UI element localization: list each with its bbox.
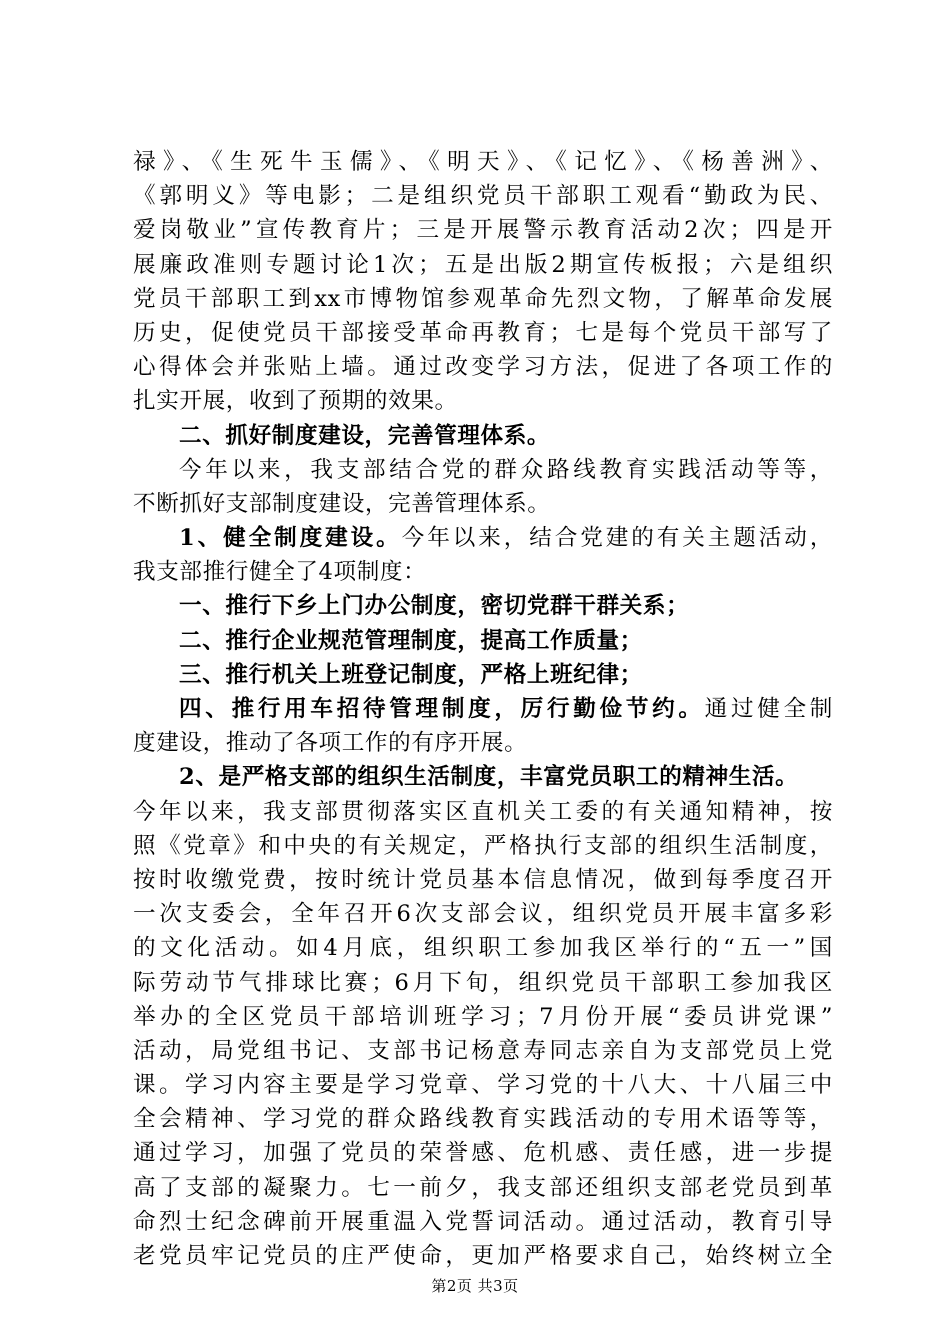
text-line: 扎实开展，收到了预期的效果。	[133, 388, 458, 415]
text-segment: 今年以来，结合党建的有关主题活动，	[401, 525, 834, 552]
text-line: 一、推行下乡上门办公制度，密切党群干群关系；	[179, 593, 690, 620]
text-line: 历史，促使党员干部接受革命再教育；七是每个党员干部写了	[133, 319, 833, 346]
text-line: 今年以来，我支部贯彻落实区直机关工委的有关通知精神，按	[133, 798, 833, 825]
text-line: 爱岗敬业”宣传教育片；三是开展警示教育活动2次；四是开	[133, 217, 833, 244]
text-line: 老党员牢记党员的庄严使命，更加严格要求自己，始终树立全	[133, 1243, 833, 1269]
text-line: 心得体会并张贴上墙。通过改变学习方法，促进了各项工作的	[133, 354, 833, 381]
text-line: 一次支委会，全年召开6次支部会议，组织党员开展丰富多彩	[133, 901, 833, 928]
text-line: 通过学习，加强了党员的荣誉感、危机感、责任感，进一步提	[133, 1140, 833, 1167]
text-line: 课。学习内容主要是学习党章、学习党的十八大、十八届三中	[133, 1072, 833, 1099]
text-line: 禄》、《生死牛玉儒》、《明天》、《记忆》、《杨善洲》、	[133, 149, 833, 175]
text-line: 2、是严格支部的组织生活制度，丰富党员职工的精神生活。	[179, 764, 799, 791]
text-line: 三、推行机关上班登记制度，严格上班纪律；	[179, 661, 643, 688]
text-line: 我支部推行健全了4项制度：	[133, 559, 427, 586]
text-line: 二、推行企业规范管理制度，提高工作质量；	[179, 627, 643, 654]
text-line: 全会精神、学习党的群众路线教育实践活动的专用术语等等，	[133, 1106, 833, 1133]
text-line: 际劳动节气排球比赛；6月下旬，组织党员干部职工参加我区	[133, 969, 833, 996]
text-line: 党员干部职工到xx市博物馆参观革命先烈文物，了解革命发展	[133, 285, 833, 312]
text-line: 《郭明义》等电影；二是组织党员干部职工观看“勤政为民、	[133, 183, 833, 210]
text-line: 按时收缴党费，按时统计党员基本信息情况，做到每季度召开	[133, 866, 833, 893]
text-line: 命烈士纪念碑前开展重温入党誓词活动。通过活动，教育引导	[133, 1208, 833, 1235]
text-segment: 通过健全制	[704, 696, 833, 722]
text-line: 举办的全区党员干部培训班学习；7月份开展“委员讲党课”	[133, 1003, 833, 1030]
text-line: 度建设，推动了各项工作的有序开展。	[133, 730, 528, 757]
document-body	[133, 145, 833, 1273]
text-line	[133, 521, 833, 555]
text-line: 展廉政准则专题讨论1次；五是出版2期宣传板报；六是组织	[133, 251, 833, 278]
text-line: 照《党章》和中央的有关规定，严格执行支部的组织生活制度，	[133, 832, 833, 859]
text-line: 不断抓好支部制度建设，完善管理体系。	[133, 490, 551, 517]
text-line	[133, 692, 833, 726]
text-line: 二、抓好制度建设，完善管理体系。	[179, 422, 551, 449]
bold-text-segment: 四、推行用车招待管理制度，厉行勤俭节约。	[179, 696, 705, 722]
text-line: 活动，局党组书记、支部书记杨意寿同志亲自为支部党员上党	[133, 1037, 833, 1064]
page-footer: 第2页 共3页	[431, 1277, 519, 1295]
text-line: 高了支部的凝聚力。七一前夕，我支部还组织支部老党员到革	[133, 1174, 833, 1201]
text-line: 今年以来，我支部结合党的群众路线教育实践活动等等，	[179, 456, 833, 483]
text-line: 的文化活动。如4月底，组织职工参加我区举行的“五一”国	[133, 935, 833, 962]
bold-text-segment: 1、健全制度建设。	[179, 525, 402, 552]
